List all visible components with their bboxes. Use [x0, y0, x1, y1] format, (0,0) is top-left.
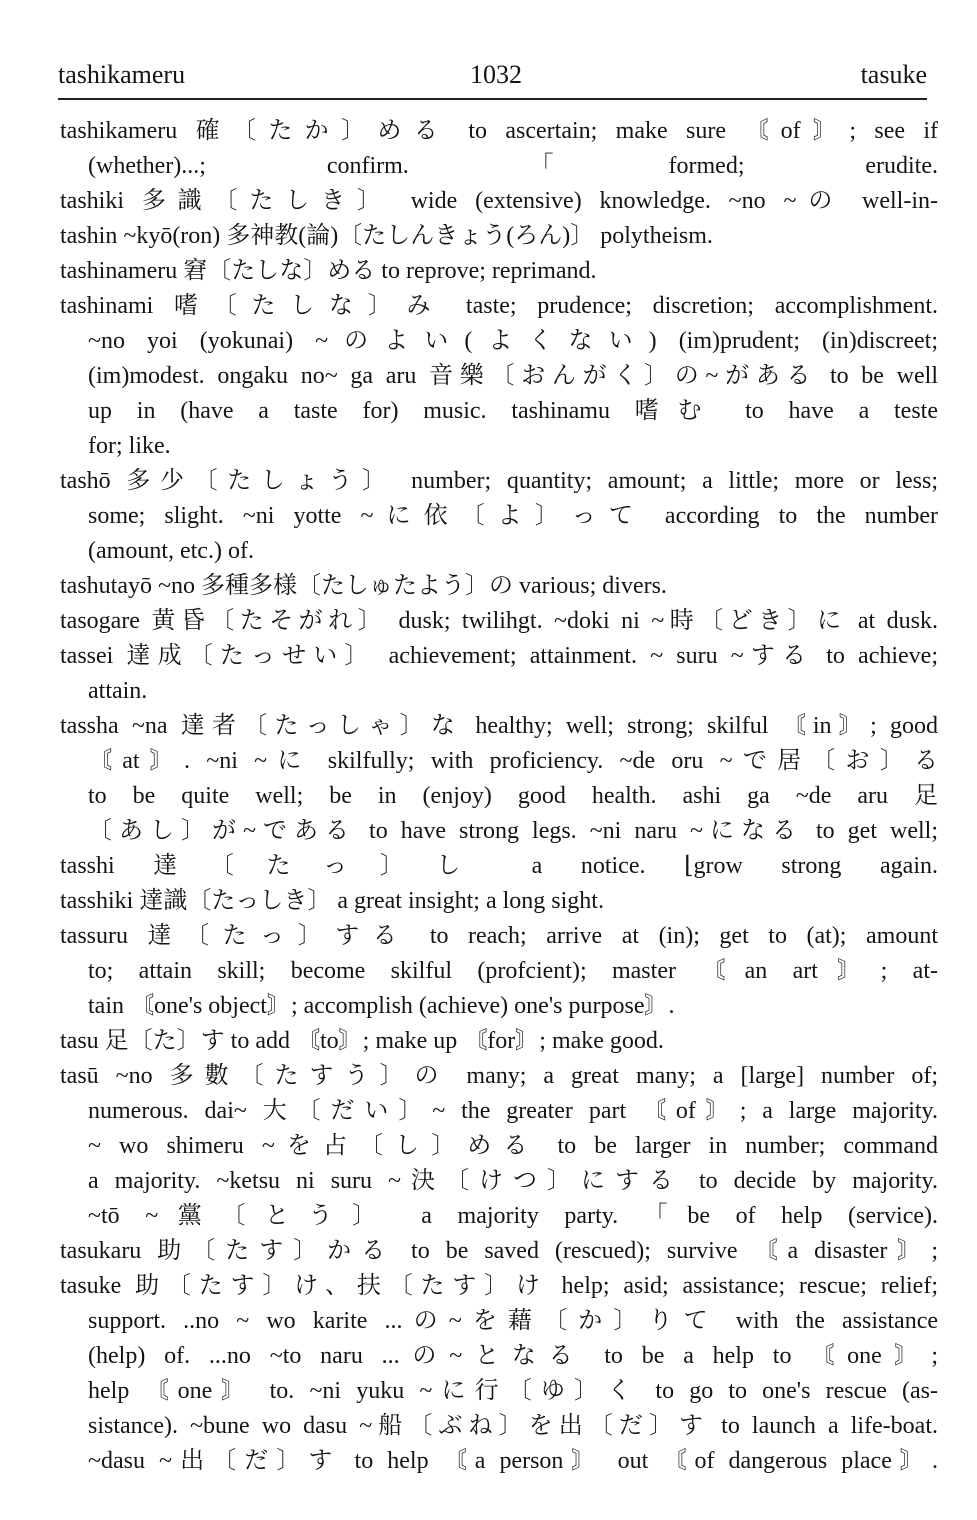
entry-line: sistance). ~bune wo dasu ~船〔ぶね〕を出〔だ〕す to launch a life-boat. — [88, 1413, 938, 1439]
entry-line: tashin ~kyō(ron) 多神教(論)〔たしんきょう(ろん)〕 polytheism. — [60, 223, 713, 249]
entry-line: ~no yoi (yokunai) ~のよい(よくない) (im)prudent; (in)discreet; — [88, 328, 938, 354]
entry-line: (whether)...; confirm. 「formed; erudite. — [88, 153, 938, 179]
entry-line: attain. — [88, 678, 148, 704]
page-number: 1032 — [470, 60, 522, 89]
entry-line: up in (have a taste for) music. tashinamu 嗜む to have a teste — [88, 398, 938, 424]
entry-line: (im)modest. ongaku no~ ga aru 音樂〔おんがく〕の~がある to be well — [88, 363, 938, 389]
entry-line: (amount, etc.) of. — [88, 538, 254, 564]
entry-line: help 〘one〙 to. ~ni yuku ~に行〔ゆ〕く to go to one's rescue (as- — [88, 1378, 938, 1404]
entry-line: tasshi 達〔たっ〕し a notice. ⌊grow strong again. — [60, 853, 938, 879]
entry-line: to; attain skill; become skilful (profcient); master 〘an art〙; at- — [88, 958, 938, 984]
entry-line: tasogare 黄昏〔たそがれ〕 dusk; twilihgt. ~doki ni ~時〔どき〕に at dusk. — [60, 608, 938, 634]
entry-line: tashikameru 確〔たか〕める to ascertain; make sure 〘of〙; see if — [60, 118, 938, 144]
entry-line: some; slight. ~ni yotte ~に依〔よ〕って according to the number — [88, 503, 938, 529]
entry-line: for; like. — [88, 433, 171, 459]
entry-line: tashinami 嗜〔たしな〕み taste; prudence; discretion; accomplishment. — [60, 293, 938, 319]
entry-line: tashinameru 窘〔たしな〕める to reprove; reprimand. — [60, 258, 597, 284]
entry-line: tassuru 達〔たっ〕する to reach; arrive at (in); get to (at); amount — [60, 923, 938, 949]
entry-line: support. ..no ~ wo karite ...の~を藉〔か〕りて with the assistance — [88, 1308, 938, 1334]
entry-line: tain 〘one's object〙; accomplish (achieve) one's purpose〙. — [88, 993, 675, 1019]
entry-line: 〘at〙. ~ni ~に skilfully; with proficiency. ~de oru ~で居〔お〕る — [88, 748, 938, 774]
entry-line: tashutayō ~no 多種多様〔たしゅたよう〕の various; divers. — [60, 573, 667, 599]
entry-line: numerous. dai~ 大〔だい〕~ the greater part 〘of〙; a large majority. — [88, 1098, 938, 1124]
entry-line: 〔あし〕が~である to have strong legs. ~ni naru ~になる to get well; — [88, 818, 938, 844]
header-left-guide-word: tashikameru — [58, 60, 186, 89]
dictionary-entries — [60, 114, 938, 1479]
entry-line: ~ wo shimeru ~を占〔し〕める to be larger in number; command — [88, 1133, 938, 1159]
entry-line: tasshiki 達識〔たっしき〕 a great insight; a long sight. — [60, 888, 604, 914]
header-right-guide-word: tasuke — [860, 60, 927, 89]
entry-line: tasū ~no 多數〔たすう〕の many; a great many; a [large] number of; — [60, 1063, 938, 1089]
entry-line: tasuke 助〔たす〕け、扶〔たす〕け help; asid; assistance; rescue; relief; — [60, 1273, 938, 1299]
entry-line: to be quite well; be in (enjoy) good health. ashi ga ~de aru 足 — [88, 783, 938, 809]
entry-line: tassha ~na 達者〔たっしゃ〕な healthy; well; strong; skilful 〘in〙; good — [60, 713, 938, 739]
entry-line: tasu 足〔た〕す to add 〘to〙; make up 〘for〙; make good. — [60, 1028, 664, 1054]
entry-line: tasukaru 助〔たす〕かる to be saved (rescued); survive 〘a disaster〙; — [60, 1238, 938, 1264]
entry-line: tashiki 多識〔たしき〕 wide (extensive) knowledge. ~no ~の well-in- — [60, 188, 938, 214]
entry-line: ~tō ~黨〔とう〕 a majority party. 「be of help (service). — [88, 1203, 938, 1229]
entry-line: tashō 多少〔たしょう〕 number; quantity; amount; a little; more or less; — [60, 468, 938, 494]
page-header — [58, 58, 927, 100]
entry-line: (help) of. ...no ~to naru ...の~となる to be a help to 〘one〙; — [88, 1343, 938, 1369]
entry-line: ~dasu ~出〔だ〕す to help 〘a person〙 out 〘of dangerous place〙. — [88, 1448, 938, 1474]
entry-line: tassei 達成〔たっせい〕 achievement; attainment. ~ suru ~する to achieve; — [60, 643, 938, 669]
entry-line: a majority. ~ketsu ni suru ~決〔けつ〕にする to decide by majority. — [88, 1168, 938, 1194]
